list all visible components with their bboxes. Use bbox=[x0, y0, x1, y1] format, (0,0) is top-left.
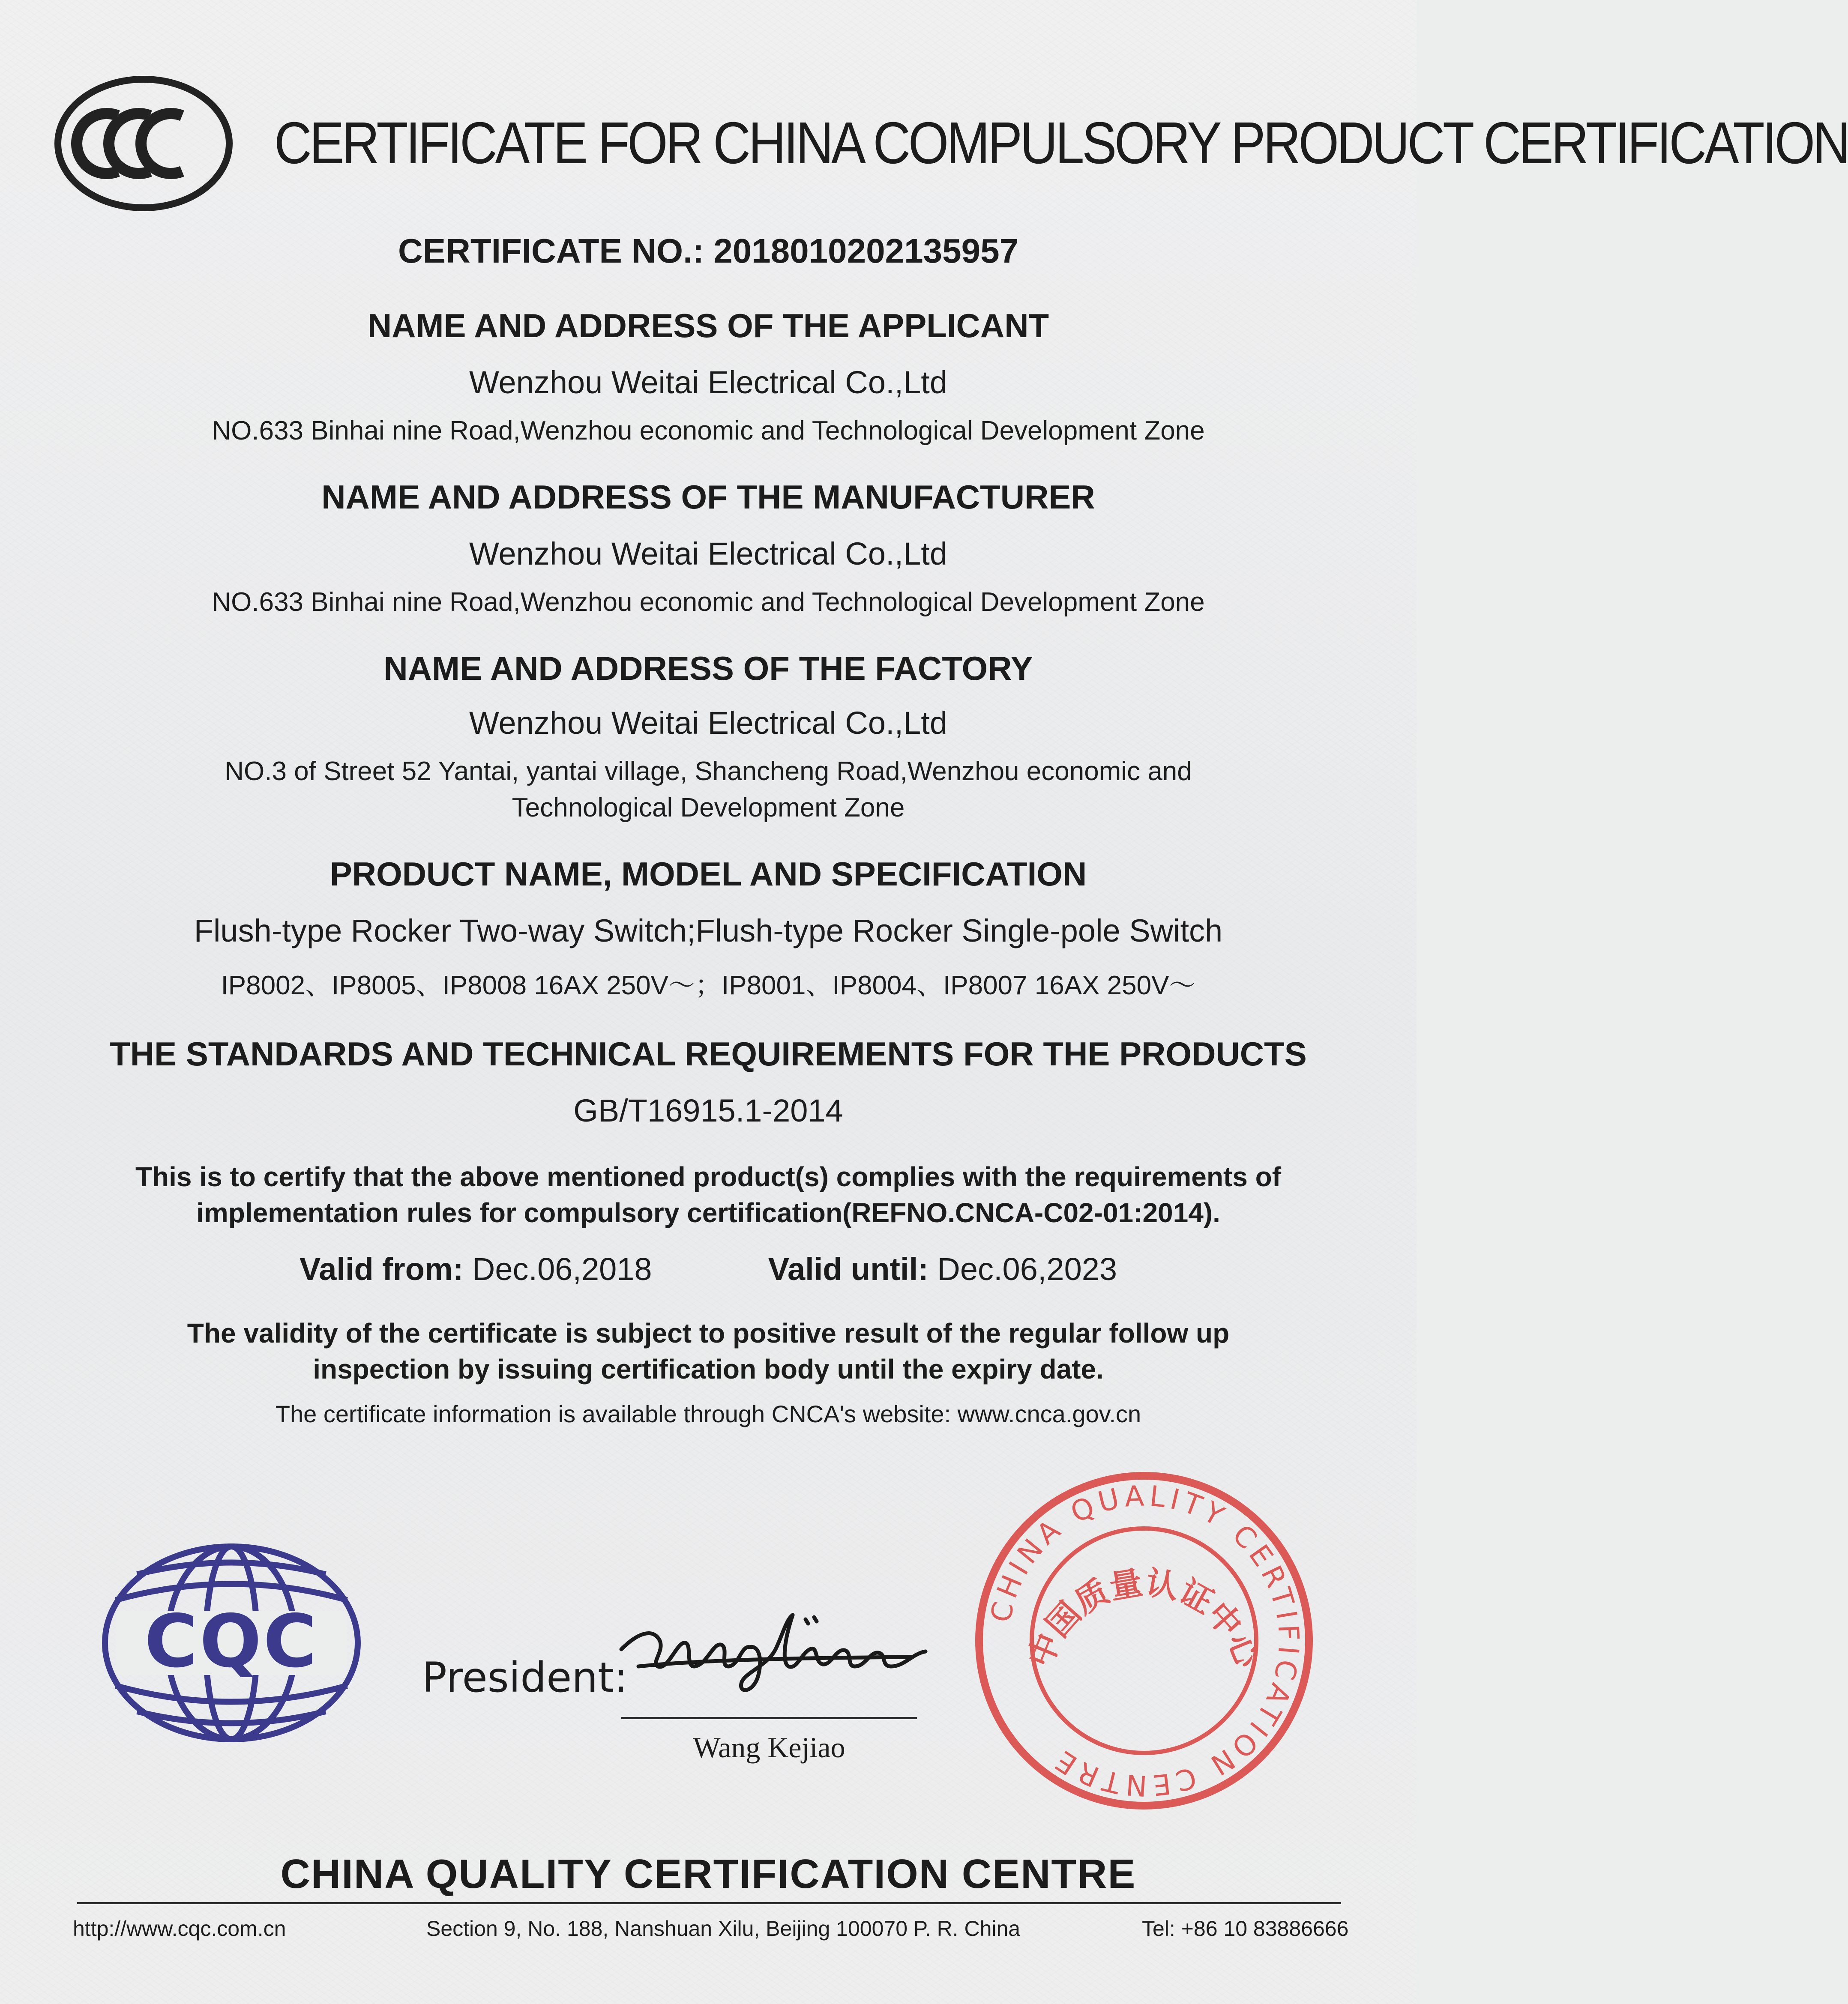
valid-until-value: Dec.06,2023 bbox=[937, 1251, 1117, 1287]
seal-outer-text-path: CHINA QUALITY CERTIFICATION CENTRE bbox=[984, 1479, 1306, 1803]
certificate-title: CERTIFICATE FOR CHINA COMPULSORY PRODUCT CERTIFICATION bbox=[274, 110, 1848, 176]
validity-dates bbox=[0, 1251, 1417, 1287]
factory-address-line1: NO.3 of Street 52 Yantai, yantai village, Shancheng Road,Wenzhou economic and bbox=[225, 757, 1192, 786]
cqc-logo-text: CQC bbox=[144, 1599, 319, 1684]
footer-tel: Tel: +86 10 83886666 bbox=[1142, 1917, 1349, 1941]
validity-note-line2: inspection by issuing certification body until the expiry date. bbox=[313, 1354, 1104, 1385]
svg-text:中国质量认证中心 bbox=[1021, 1563, 1268, 1674]
valid-until-label: Valid until: bbox=[768, 1251, 928, 1287]
manufacturer-name: Wenzhou Weitai Electrical Co.,Ltd bbox=[469, 536, 947, 571]
signature-image bbox=[613, 1602, 938, 1701]
standards-value: GB/T16915.1-2014 bbox=[573, 1093, 843, 1128]
website-note: The certificate information is available through CNCA's website: www.cnca.gov.cn bbox=[275, 1400, 1141, 1427]
manufacturer-address: NO.633 Binhai nine Road,Wenzhou economic and Technological Development Zone bbox=[212, 587, 1205, 617]
footer-divider bbox=[77, 1902, 1341, 1904]
valid-from-value: Dec.06,2018 bbox=[472, 1251, 652, 1287]
ccc-logo-icon bbox=[54, 75, 234, 212]
factory-heading: NAME AND ADDRESS OF THE FACTORY bbox=[383, 649, 1033, 687]
cqc-logo-icon bbox=[99, 1542, 364, 1744]
validity-note-line1: The validity of the certificate is subject to positive result of the regular follow up bbox=[187, 1318, 1230, 1349]
product-models: IP8002、IP8005、IP8008 16AX 250V～；IP8001、IP8004、IP8007 16AX 250V～ bbox=[221, 971, 1196, 1000]
factory-address-line2: Technological Development Zone bbox=[512, 793, 905, 823]
certify-statement-line1: This is to certify that the above mentioned product(s) complies with the requirements of bbox=[135, 1161, 1282, 1192]
manufacturer-heading: NAME AND ADDRESS OF THE MANUFACTURER bbox=[321, 478, 1095, 516]
product-name: Flush-type Rocker Two-way Switch;Flush-type Rocker Single-pole Switch bbox=[194, 913, 1223, 948]
president-name: Wang Kejiao bbox=[693, 1731, 845, 1764]
certify-statement-line2: implementation rules for compulsory certification(REFNO.CNCA-C02-01:2014). bbox=[196, 1197, 1220, 1228]
footer-url: http://www.cqc.com.cn bbox=[73, 1917, 286, 1941]
applicant-name: Wenzhou Weitai Electrical Co.,Ltd bbox=[469, 365, 947, 400]
signature-line bbox=[621, 1717, 917, 1719]
footer-address: Section 9, No. 188, Nanshuan Xilu, Beijing 100070 P. R. China bbox=[426, 1917, 1021, 1941]
footer-organization: CHINA QUALITY CERTIFICATION CENTRE bbox=[280, 1851, 1136, 1897]
applicant-heading: NAME AND ADDRESS OF THE APPLICANT bbox=[367, 307, 1049, 344]
product-heading: PRODUCT NAME, MODEL AND SPECIFICATION bbox=[329, 855, 1087, 893]
president-label: President: bbox=[422, 1654, 628, 1702]
seal-inner-text: 中国质量认证中心 bbox=[1020, 1563, 1268, 1673]
factory-name: Wenzhou Weitai Electrical Co.,Ltd bbox=[469, 705, 947, 741]
official-seal-icon bbox=[973, 1469, 1315, 1812]
applicant-address: NO.633 Binhai nine Road,Wenzhou economic and Technological Development Zone bbox=[212, 416, 1205, 446]
standards-heading: THE STANDARDS AND TECHNICAL REQUIREMENTS FOR THE PRODUCTS bbox=[110, 1035, 1307, 1073]
valid-from-label: Valid from: bbox=[299, 1251, 464, 1287]
certificate-number: CERTIFICATE NO.: 2018010202135957 bbox=[398, 232, 1019, 270]
